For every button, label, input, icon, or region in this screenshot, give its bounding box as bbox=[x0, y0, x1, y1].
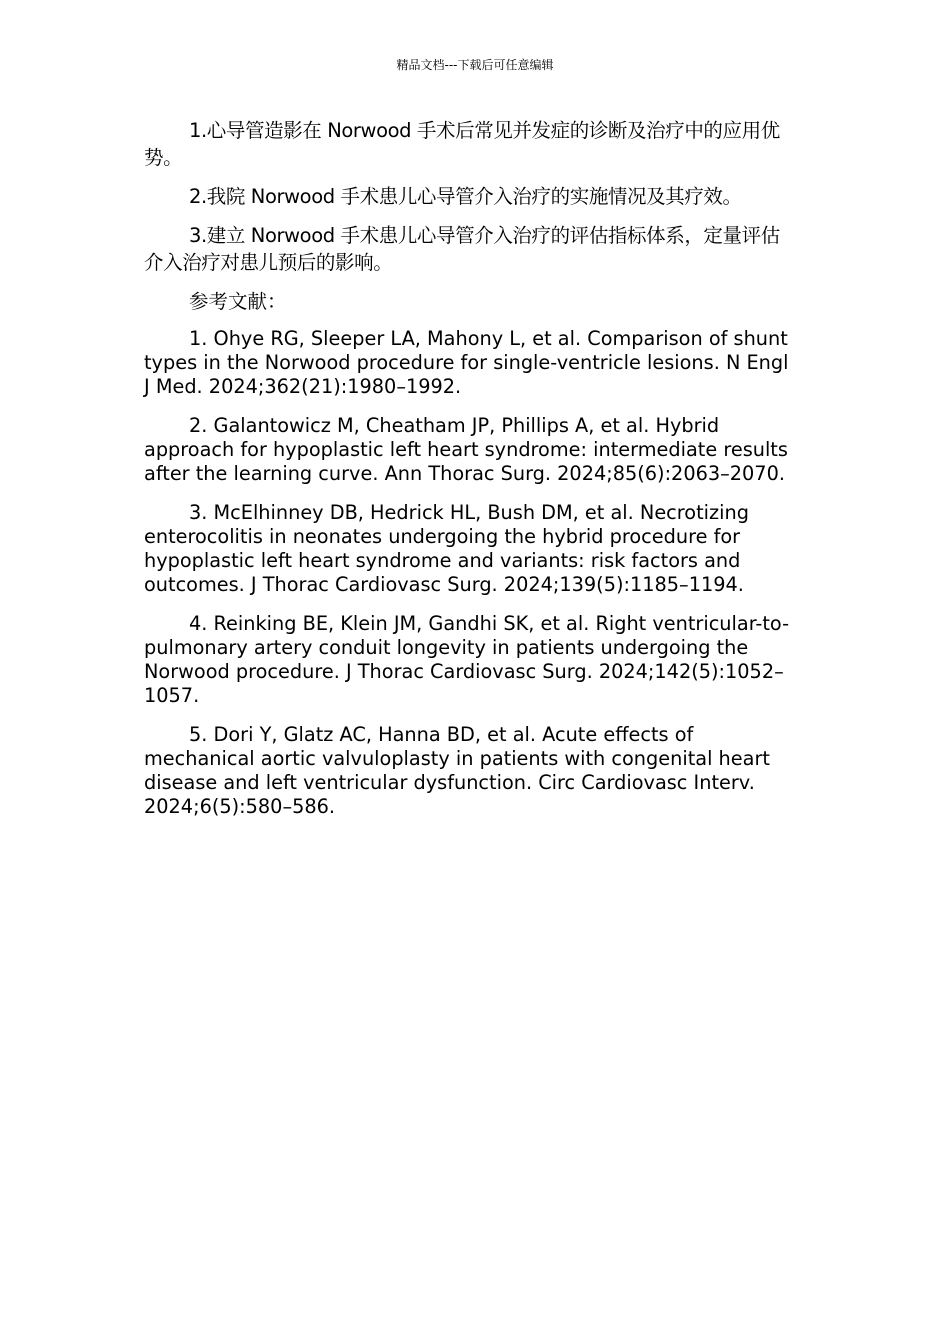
reference-item-4: 4. Reinking BE, Klein JM, Gandhi SK, et al. Right ventricular-to-pulmonary artery conduit longevity in patients undergoing the Norwood procedure. J Thorac Cardiovasc Surg. 2024;142(5):1052–1057. bbox=[144, 612, 790, 707]
reference-item-3: 3. McElhinney DB, Hedrick HL, Bush DM, et al. Necrotizing enterocolitis in neonates undergoing the hybrid procedure for hypoplastic left heart syndrome and variants: risk factors and outcomes. J Thorac Cardiovasc Surg. 2024;139(5):1185–1194. bbox=[144, 501, 749, 596]
reference-item-5: 5. Dori Y, Glatz AC, Hanna BD, et al. Acute effects of mechanical aortic valvuloplasty in patients with congenital heart disease and left ventricular dysfunction. Circ Cardiovasc Interv. 2024;6(5):580–586. bbox=[144, 723, 770, 818]
page-header: 精品文档---下载后可任意编辑 bbox=[396, 58, 554, 72]
reference-item-1: 1. Ohye RG, Sleeper LA, Mahony L, et al. Comparison of shunt types in the Norwood procedure for single-ventricle lesions. N Engl J Med. 2024;362(21):1980–1992. bbox=[144, 327, 789, 398]
reference-item-2: 2. Galantowicz M, Cheatham JP, Phillips A, et al. Hybrid approach for hypoplastic left heart syndrome: intermediate results after the learning curve. Ann Thorac Surg. 2024;85(6):2063–2070. bbox=[144, 414, 788, 485]
document-body bbox=[144, 117, 796, 834]
objective-item-3: 3.建立 Norwood 手术患儿心导管介入治疗的评估指标体系，定量评估介入治疗对患儿预后的影响。 bbox=[144, 224, 780, 274]
objective-item-2: 2.我院 Norwood 手术患儿心导管介入治疗的实施情况及其疗效。 bbox=[189, 185, 742, 208]
references-heading: 参考文献： bbox=[189, 290, 287, 313]
objective-item-1: 1.心导管造影在 Norwood 手术后常见并发症的诊断及治疗中的应用优势。 bbox=[144, 119, 780, 169]
